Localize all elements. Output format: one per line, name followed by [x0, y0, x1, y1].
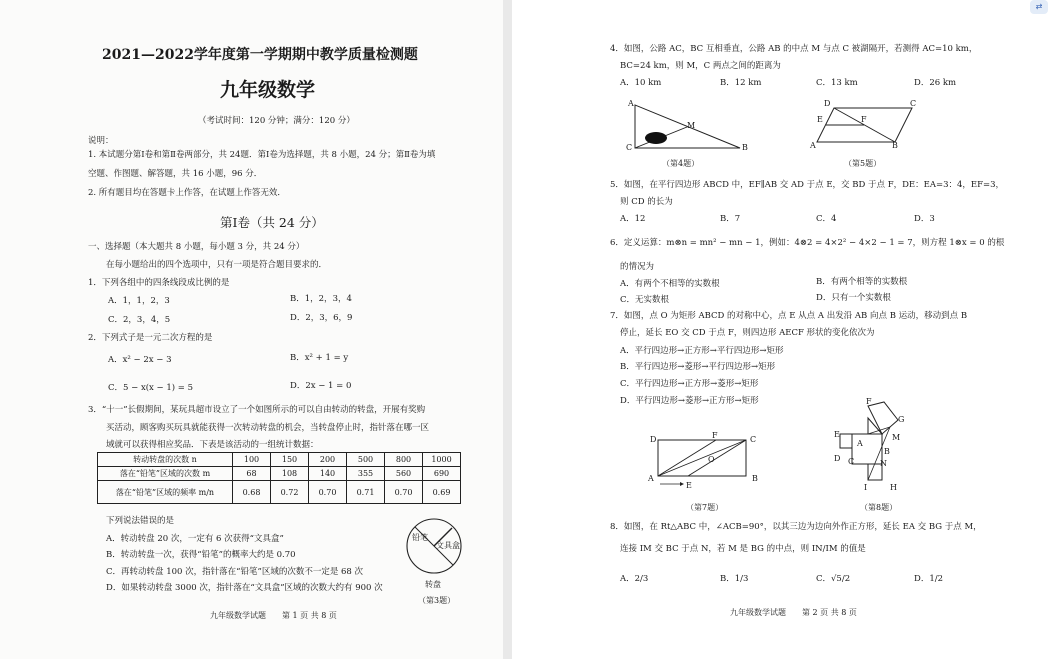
q7-option-b: B．平行四边形→菱形→平行四边形→矩形 — [620, 362, 776, 372]
fig4-label-c: C — [626, 143, 633, 152]
q8-option-c: C．√5/2 — [816, 574, 851, 584]
q6-option-b: B．有两个相等的实数根 — [816, 277, 908, 287]
figure-4-caption: （第4题） — [662, 159, 700, 168]
fig7-label-o: O — [708, 455, 715, 464]
q1-option-d: D．2，3，6，9 — [290, 313, 353, 323]
q4-option-d: D．26 km — [914, 78, 957, 88]
table-row-label: 落在“铅笔”区域的频率 m/n — [98, 481, 233, 504]
q3-option-a: A．转动转盘 20 次，一定有 6 次获得“文具盒” — [106, 534, 284, 544]
q3-option-c: C．再转动转盘 100 次，指针落在“铅笔”区域的次数不一定是 68 次 — [106, 567, 364, 577]
figure-8-caption: （第8题） — [860, 503, 898, 512]
exam-title: 2021—2022学年度第一学期期中教学质量检测题 — [102, 47, 418, 63]
q8-option-b: B．1/3 — [720, 574, 749, 584]
figure-3-caption: （第3题） — [418, 596, 456, 605]
fig7-label-d: D — [650, 435, 657, 444]
fig8-label-d: D — [834, 454, 841, 463]
subject-title: 九年级数学 — [220, 79, 316, 101]
table-row — [98, 453, 461, 467]
question-1: 1．下列各组中的四条线段成比例的是 — [88, 278, 230, 288]
fig4-label-a: A — [628, 99, 634, 108]
translate-icon[interactable]: ⇄ — [1030, 0, 1048, 14]
table-row-label: 转动转盘的次数 n — [98, 453, 233, 467]
q5-option-a: A．12 — [620, 214, 646, 224]
q3-option-b: B．转动转盘一次，获得“铅笔”的概率大约是 0.70 — [106, 550, 296, 560]
q4-option-b: B．12 km — [720, 78, 762, 88]
question-7-line-1: 7．如图，点 O 为矩形 ABCD 的对称中心，点 E 从点 A 出发沿 AB 向点 B 运动，移动到点 B — [610, 311, 968, 321]
fig8-label-n: N — [880, 459, 887, 468]
figure-5-parallelogram — [817, 104, 917, 146]
exam-page-2 — [512, 0, 1050, 659]
fig7-label-a: A — [648, 474, 654, 483]
fig8-label-h: H — [890, 483, 897, 492]
q2-option-c: C．5 − x(x − 1) = 5 — [108, 383, 194, 393]
table-row — [98, 481, 461, 504]
spinner-pencil-label: 铅笔 — [412, 533, 428, 542]
question-3-line-1: 3．“十一”长假期间，某玩具超市设立了一个如图所示的可以自由转动的转盘，开展有奖购 — [88, 405, 426, 415]
page-1-footer: 九年级数学试题 第 1 页 共 8 页 — [210, 611, 337, 620]
table-cell: 68 — [233, 467, 271, 481]
table-row — [98, 467, 461, 481]
figure-7-caption: （第7题） — [686, 503, 724, 512]
part-1-heading: 一、选择题（本大题共 8 小题，每小题 3 分，共 24 分） — [88, 242, 305, 252]
lake-shape — [645, 132, 667, 144]
fig8-label-b: B — [884, 447, 890, 456]
fig5-label-c: C — [910, 99, 917, 108]
q7-option-c: C．平行四边形→正方形→菱形→矩形 — [620, 379, 759, 389]
table-cell: 1000 — [423, 453, 461, 467]
note-2: 2. 所有题目均在答题卡上作答，在试题上作答无效． — [88, 188, 286, 198]
q8-option-d: D．1/2 — [914, 574, 943, 584]
fig8-label-i: I — [864, 483, 868, 492]
q3-stem: 下列说法错误的是 — [106, 516, 175, 526]
q1-option-a: A．1，1，2，3 — [108, 296, 170, 306]
page-gutter — [503, 0, 512, 659]
q4-option-a: A．10 km — [620, 78, 662, 88]
question-3-line-3: 域就可以获得相应奖品．下表是该活动的一组统计数据： — [106, 440, 319, 450]
fig7-label-e: E — [686, 481, 692, 490]
q6-option-d: D．只有一个实数根 — [816, 293, 891, 303]
table-cell: 100 — [233, 453, 271, 467]
note-1b: 空题、作图题、解答题，共 16 小题，96 分． — [88, 169, 263, 179]
question-8-line-2: 连接 IM 交 BC 于点 N，若 M 是 BG 的中点，则 IN/IM 的值是 — [620, 544, 866, 554]
fig5-label-f: F — [861, 115, 867, 124]
part-1-note: 在每小题给出的四个选项中，只有一项是符合题目要求的． — [106, 260, 328, 270]
fig5-label-b: B — [892, 141, 898, 150]
fig8-label-m: M — [892, 433, 901, 442]
fig5-label-a: A — [810, 141, 816, 150]
fig8-label-f: F — [866, 397, 872, 406]
table-cell: 0.71 — [347, 481, 385, 504]
question-7-line-2: 停止，延长 EO 交 CD 于点 F，则四边形 AECF 形状的变化依次为 — [620, 328, 875, 338]
question-2: 2．下列式子是一元二次方程的是 — [88, 333, 213, 343]
question-4-line-2: BC=24 km，则 M，C 两点之间的距离为 — [620, 61, 781, 71]
spinner-caption: 转盘 — [425, 580, 441, 589]
section-1-title: 第Ⅰ卷（共 24 分） — [220, 215, 324, 230]
q5-option-c: C．4 — [816, 214, 837, 224]
exam-page-1 — [0, 0, 503, 659]
q5-option-d: D．3 — [914, 214, 935, 224]
notes-label: 说明： — [88, 136, 114, 146]
q2-option-d: D．2x − 1 = 0 — [290, 381, 352, 391]
fig4-label-m: M — [687, 121, 696, 130]
table-cell: 0.70 — [385, 481, 423, 504]
table-cell: 140 — [309, 467, 347, 481]
fig4-label-b: B — [742, 143, 748, 152]
fig5-label-e: E — [817, 115, 823, 124]
question-8-line-1: 8．如图，在 Rt△ABC 中，∠ACB=90°，以其三边为边向外作正方形，延长 EA 交 BG 于点 M， — [610, 522, 982, 532]
exam-info: （考试时间：120 分钟；满分：120 分） — [198, 116, 355, 126]
table-cell: 355 — [347, 467, 385, 481]
table-cell: 0.70 — [309, 481, 347, 504]
q4-option-c: C．13 km — [816, 78, 858, 88]
table-cell: 800 — [385, 453, 423, 467]
fig8-label-c: C — [848, 457, 855, 466]
table-cell: 108 — [271, 467, 309, 481]
fig7-label-f: F — [712, 431, 718, 440]
figure-7-rectangle — [658, 440, 750, 480]
question-6-line-1: 6．定义运算：m⊗n = mn² − mn − 1，例如：4⊗2 = 4×2² − 4×2 − 1 = 7，则方程 1⊗x = 0 的根 — [610, 238, 1005, 248]
table-row-label: 落在“铅笔”区域的次数 m — [98, 467, 233, 481]
q7-option-d: D．平行四边形→菱形→正方形→矩形 — [620, 396, 759, 406]
q7-option-a: A．平行四边形→正方形→平行四边形→矩形 — [620, 346, 784, 356]
q3-option-d: D．如果转动转盘 3000 次，指针落在“文具盒”区域的次数大约有 900 次 — [106, 583, 383, 593]
page-2-footer: 九年级数学试题 第 2 页 共 8 页 — [730, 608, 857, 617]
fig8-label-g: G — [898, 415, 905, 424]
table-cell: 0.68 — [233, 481, 271, 504]
question-3-line-2: 买活动，顾客购买玩具就能获得一次转动转盘的机会，当转盘停止时，指针落在哪一区 — [106, 423, 430, 433]
table-cell: 200 — [309, 453, 347, 467]
table-cell: 150 — [271, 453, 309, 467]
fig7-label-b: B — [752, 474, 758, 483]
q1-option-b: B．1，2，3，4 — [290, 294, 352, 304]
table-cell: 0.69 — [423, 481, 461, 504]
q5-option-b: B．7 — [720, 214, 741, 224]
q6-option-c: C．无实数根 — [620, 295, 670, 305]
figure-5-caption: （第5题） — [844, 159, 882, 168]
question-4-line-1: 4．如图，公路 AC，BC 互相垂直，公路 AB 的中点 M 与点 C 被湖隔开，若测得 AC=10 km， — [610, 44, 978, 54]
question-5-line-2: 则 CD 的长为 — [620, 197, 673, 207]
fig8-label-e: E — [834, 430, 840, 439]
spinner-box-label: 文具盒 — [436, 541, 460, 550]
q6-option-a: A．有两个不相等的实数根 — [620, 279, 720, 289]
q8-option-a: A．2/3 — [620, 574, 649, 584]
table-cell: 690 — [423, 467, 461, 481]
note-1a: 1. 本试题分第Ⅰ卷和第Ⅱ卷两部分，共 24题．第Ⅰ卷为选择题，共 8 小题，24 分；第Ⅱ卷为填 — [88, 150, 436, 160]
q2-option-b: B．x² + 1 = y — [290, 353, 349, 363]
fig7-label-c: C — [750, 435, 757, 444]
table-cell: 500 — [347, 453, 385, 467]
table-cell: 0.72 — [271, 481, 309, 504]
question-5-line-1: 5．如图，在平行四边形 ABCD 中，EF∥AB 交 AD 于点 E，交 BD 于点 F，DE：EA=3：4，EF=3， — [610, 180, 1005, 190]
q1-option-c: C．2，3，4，5 — [108, 315, 171, 325]
frequency-table — [97, 452, 461, 504]
fig5-label-d: D — [824, 99, 831, 108]
q2-option-a: A．x² − 2x − 3 — [108, 355, 172, 365]
table-cell: 560 — [385, 467, 423, 481]
question-6-line-2: 的情况为 — [620, 262, 655, 272]
fig8-label-a: A — [857, 439, 863, 448]
